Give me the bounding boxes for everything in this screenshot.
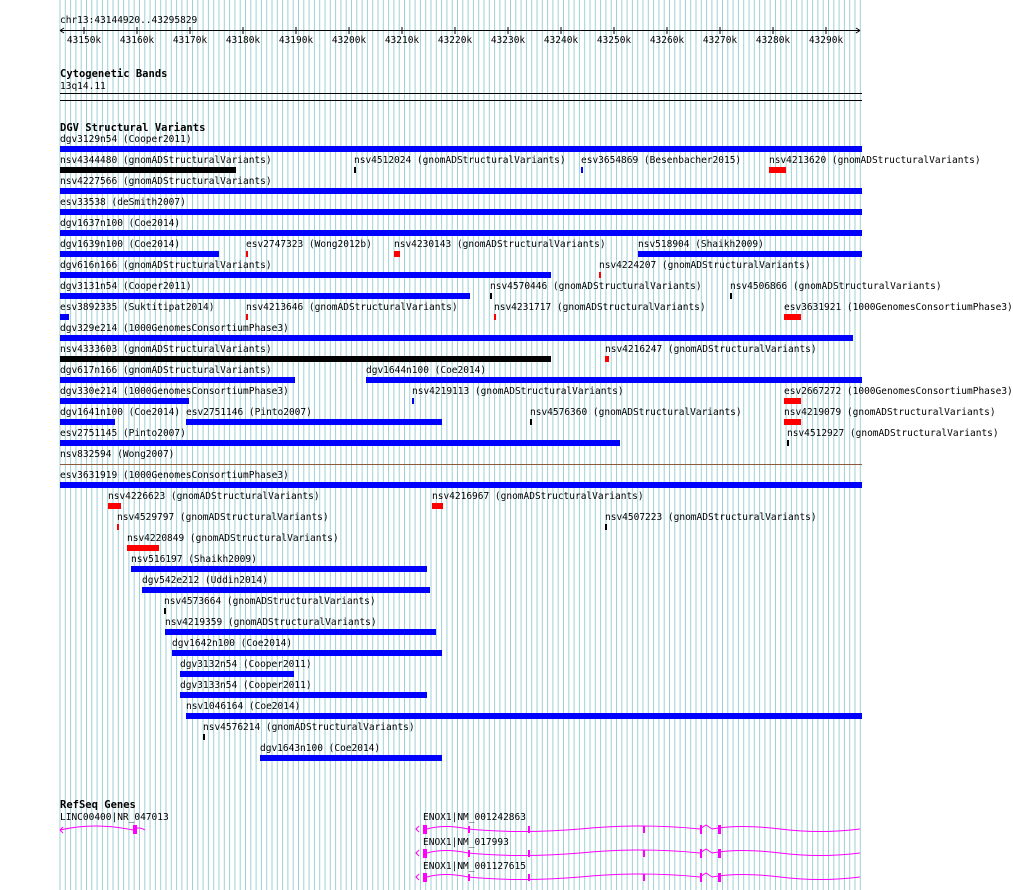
gene-label[interactable]: ENOX1|NM_017993 xyxy=(423,837,509,848)
variant-label[interactable]: nsv4529797 (gnomADStructuralVariants) xyxy=(117,512,329,523)
refseq-track-title[interactable]: RefSeq Genes xyxy=(60,799,136,811)
ruler-tick-label: 43210k xyxy=(384,35,420,46)
gene-strand-arrow xyxy=(416,826,419,832)
gene-exon xyxy=(643,850,645,857)
ruler-tick-label: 43270k xyxy=(702,35,738,46)
variant-label[interactable]: dgv3131n54 (Cooper2011) xyxy=(60,281,192,292)
variant-label[interactable]: nsv4216247 (gnomADStructuralVariants) xyxy=(605,344,817,355)
gene-label[interactable]: ENOX1|NM_001242863 xyxy=(423,812,526,823)
variant-label[interactable]: esv3631921 (1000GenomesConsortiumPhase3) xyxy=(784,302,1013,313)
variant-label[interactable]: dgv3129n54 (Cooper2011) xyxy=(60,134,192,145)
variant-label[interactable]: dgv1641n100 (Coe2014) xyxy=(60,407,181,418)
variant-label[interactable]: nsv4507223 (gnomADStructuralVariants) xyxy=(605,512,817,523)
gene-exon xyxy=(718,849,721,858)
variant-label[interactable]: dgv617n166 (gnomADStructuralVariants) xyxy=(60,365,272,376)
variant-label[interactable]: nsv4226623 (gnomADStructuralVariants) xyxy=(108,491,320,502)
variant-label[interactable]: nsv4227566 (gnomADStructuralVariants) xyxy=(60,176,272,187)
variant-label[interactable]: dgv3132n54 (Cooper2011) xyxy=(180,659,312,670)
location-label: chr13:43144920..43295829 xyxy=(60,15,198,26)
gene-exon xyxy=(718,873,721,882)
gene-exon xyxy=(700,825,702,834)
variant-label[interactable]: nsv4220849 (gnomADStructuralVariants) xyxy=(127,533,339,544)
cyto-band-label: 13q14.11 xyxy=(60,81,106,92)
variant-label[interactable]: nsv4576360 (gnomADStructuralVariants) xyxy=(530,407,742,418)
variant-label[interactable]: nsv4333603 (gnomADStructuralVariants) xyxy=(60,344,272,355)
ruler-tick-label: 43180k xyxy=(225,35,261,46)
gene-exon xyxy=(468,874,470,881)
gene-exon xyxy=(718,825,721,834)
variant-label[interactable]: dgv1637n100 (Coe2014) xyxy=(60,218,181,229)
ruler-tick-label: 43290k xyxy=(808,35,844,46)
gene-exon xyxy=(468,826,470,833)
gene-intron xyxy=(712,851,860,856)
variant-label[interactable]: dgv1642n100 (Coe2014) xyxy=(172,638,293,649)
variant-label[interactable]: nsv4219079 (gnomADStructuralVariants) xyxy=(784,407,996,418)
variant-label[interactable]: nsv4573664 (gnomADStructuralVariants) xyxy=(164,596,376,607)
gene-exon xyxy=(528,826,530,833)
variant-label[interactable]: nsv4231717 (gnomADStructuralVariants) xyxy=(494,302,706,313)
gene-exon xyxy=(528,850,530,857)
variant-label[interactable]: nsv4216967 (gnomADStructuralVariants) xyxy=(432,491,644,502)
ruler-tick-label: 43230k xyxy=(490,35,526,46)
ruler-tick-label: 43220k xyxy=(437,35,473,46)
gene-intron xyxy=(712,875,860,880)
variant-label[interactable]: nsv4230143 (gnomADStructuralVariants) xyxy=(394,239,606,250)
variant-label[interactable]: esv2751145 (Pinto2007) xyxy=(60,428,186,439)
gene-exon xyxy=(423,873,427,882)
gene-label[interactable]: LINC00400|NR_047013 xyxy=(60,812,169,823)
gene-exon xyxy=(700,873,702,882)
variant-label[interactable]: nsv4512024 (gnomADStructuralVariants) xyxy=(354,155,566,166)
variant-label[interactable]: dgv329e214 (1000GenomesConsortiumPhase3) xyxy=(60,323,289,334)
variant-label[interactable]: esv2667272 (1000GenomesConsortiumPhase3) xyxy=(784,386,1013,397)
variant-label[interactable]: esv2747323 (Wong2012b) xyxy=(246,239,372,250)
variant-label[interactable]: nsv4570446 (gnomADStructuralVariants) xyxy=(490,281,702,292)
variant-label[interactable]: dgv1644n100 (Coe2014) xyxy=(366,365,487,376)
variant-label[interactable]: nsv4219113 (gnomADStructuralVariants) xyxy=(412,386,624,397)
gene-intron xyxy=(712,827,860,832)
variant-label[interactable]: nsv518904 (Shaikh2009) xyxy=(638,239,764,250)
variant-label[interactable]: nsv4219359 (gnomADStructuralVariants) xyxy=(165,617,377,628)
variant-label[interactable]: nsv516197 (Shaikh2009) xyxy=(131,554,257,565)
variant-label[interactable]: nsv4506866 (gnomADStructuralVariants) xyxy=(730,281,942,292)
ruler-tick-label: 43250k xyxy=(596,35,632,46)
variant-label[interactable]: nsv4576214 (gnomADStructuralVariants) xyxy=(203,722,415,733)
variant-label[interactable]: nsv832594 (Wong2007) xyxy=(60,449,175,460)
variant-label[interactable]: esv33538 (deSmith2007) xyxy=(60,197,186,208)
gene-strand-arrow xyxy=(416,874,419,880)
ruler-tick-label: 43280k xyxy=(755,35,791,46)
gene-exon xyxy=(700,849,702,858)
variant-label[interactable]: dgv3133n54 (Cooper2011) xyxy=(180,680,312,691)
ruler-tick-label: 43160k xyxy=(119,35,155,46)
variant-label[interactable]: dgv1639n100 (Coe2014) xyxy=(60,239,181,250)
variant-label[interactable]: dgv616n166 (gnomADStructuralVariants) xyxy=(60,260,272,271)
variant-label[interactable]: esv3631919 (1000GenomesConsortiumPhase3) xyxy=(60,470,289,481)
variant-label[interactable]: dgv542e212 (Uddin2014) xyxy=(142,575,268,586)
variant-label[interactable]: dgv1643n100 (Coe2014) xyxy=(260,743,381,754)
gene-exon xyxy=(423,825,427,834)
gene-exon xyxy=(133,825,137,834)
gene-intron xyxy=(427,874,700,880)
variant-label[interactable]: esv2751146 (Pinto2007) xyxy=(186,407,312,418)
variant-label[interactable]: nsv4344480 (gnomADStructuralVariants) xyxy=(60,155,272,166)
variant-label[interactable]: dgv330e214 (1000GenomesConsortiumPhase3) xyxy=(60,386,289,397)
variant-label[interactable]: nsv4512927 (gnomADStructuralVariants) xyxy=(787,428,999,439)
ruler-tick-label: 43150k xyxy=(66,35,102,46)
gene-exon xyxy=(643,826,645,833)
gene-intron xyxy=(60,826,133,830)
ruler-tick-label: 43200k xyxy=(331,35,367,46)
gene-exon xyxy=(528,874,530,881)
ruler-tick-label: 43190k xyxy=(278,35,314,46)
gene-intron xyxy=(427,826,700,832)
gene-exon xyxy=(468,850,470,857)
cyto-track-title[interactable]: Cytogenetic Bands xyxy=(60,68,168,80)
variant-label[interactable]: nsv4213646 (gnomADStructuralVariants) xyxy=(246,302,458,313)
variant-label[interactable]: esv3654869 (Besenbacher2015) xyxy=(581,155,742,166)
variant-label[interactable]: nsv4224207 (gnomADStructuralVariants) xyxy=(599,260,811,271)
dgv-track-title[interactable]: DGV Structural Variants xyxy=(60,122,206,134)
ruler-tick-label: 43260k xyxy=(649,35,685,46)
variant-label[interactable]: nsv4213620 (gnomADStructuralVariants) xyxy=(769,155,981,166)
gene-exon xyxy=(643,874,645,881)
gene-exon xyxy=(423,849,427,858)
ruler-tick-label: 43240k xyxy=(543,35,579,46)
ruler-tick-label: 43170k xyxy=(172,35,208,46)
variant-label[interactable]: esv3892335 (Suktitipat2014) xyxy=(60,302,215,313)
variant-label[interactable]: nsv1046164 (Coe2014) xyxy=(186,701,301,712)
gene-strand-arrow xyxy=(416,850,419,856)
gene-label[interactable]: ENOX1|NM_001127615 xyxy=(423,861,526,872)
gene-intron xyxy=(427,850,700,856)
